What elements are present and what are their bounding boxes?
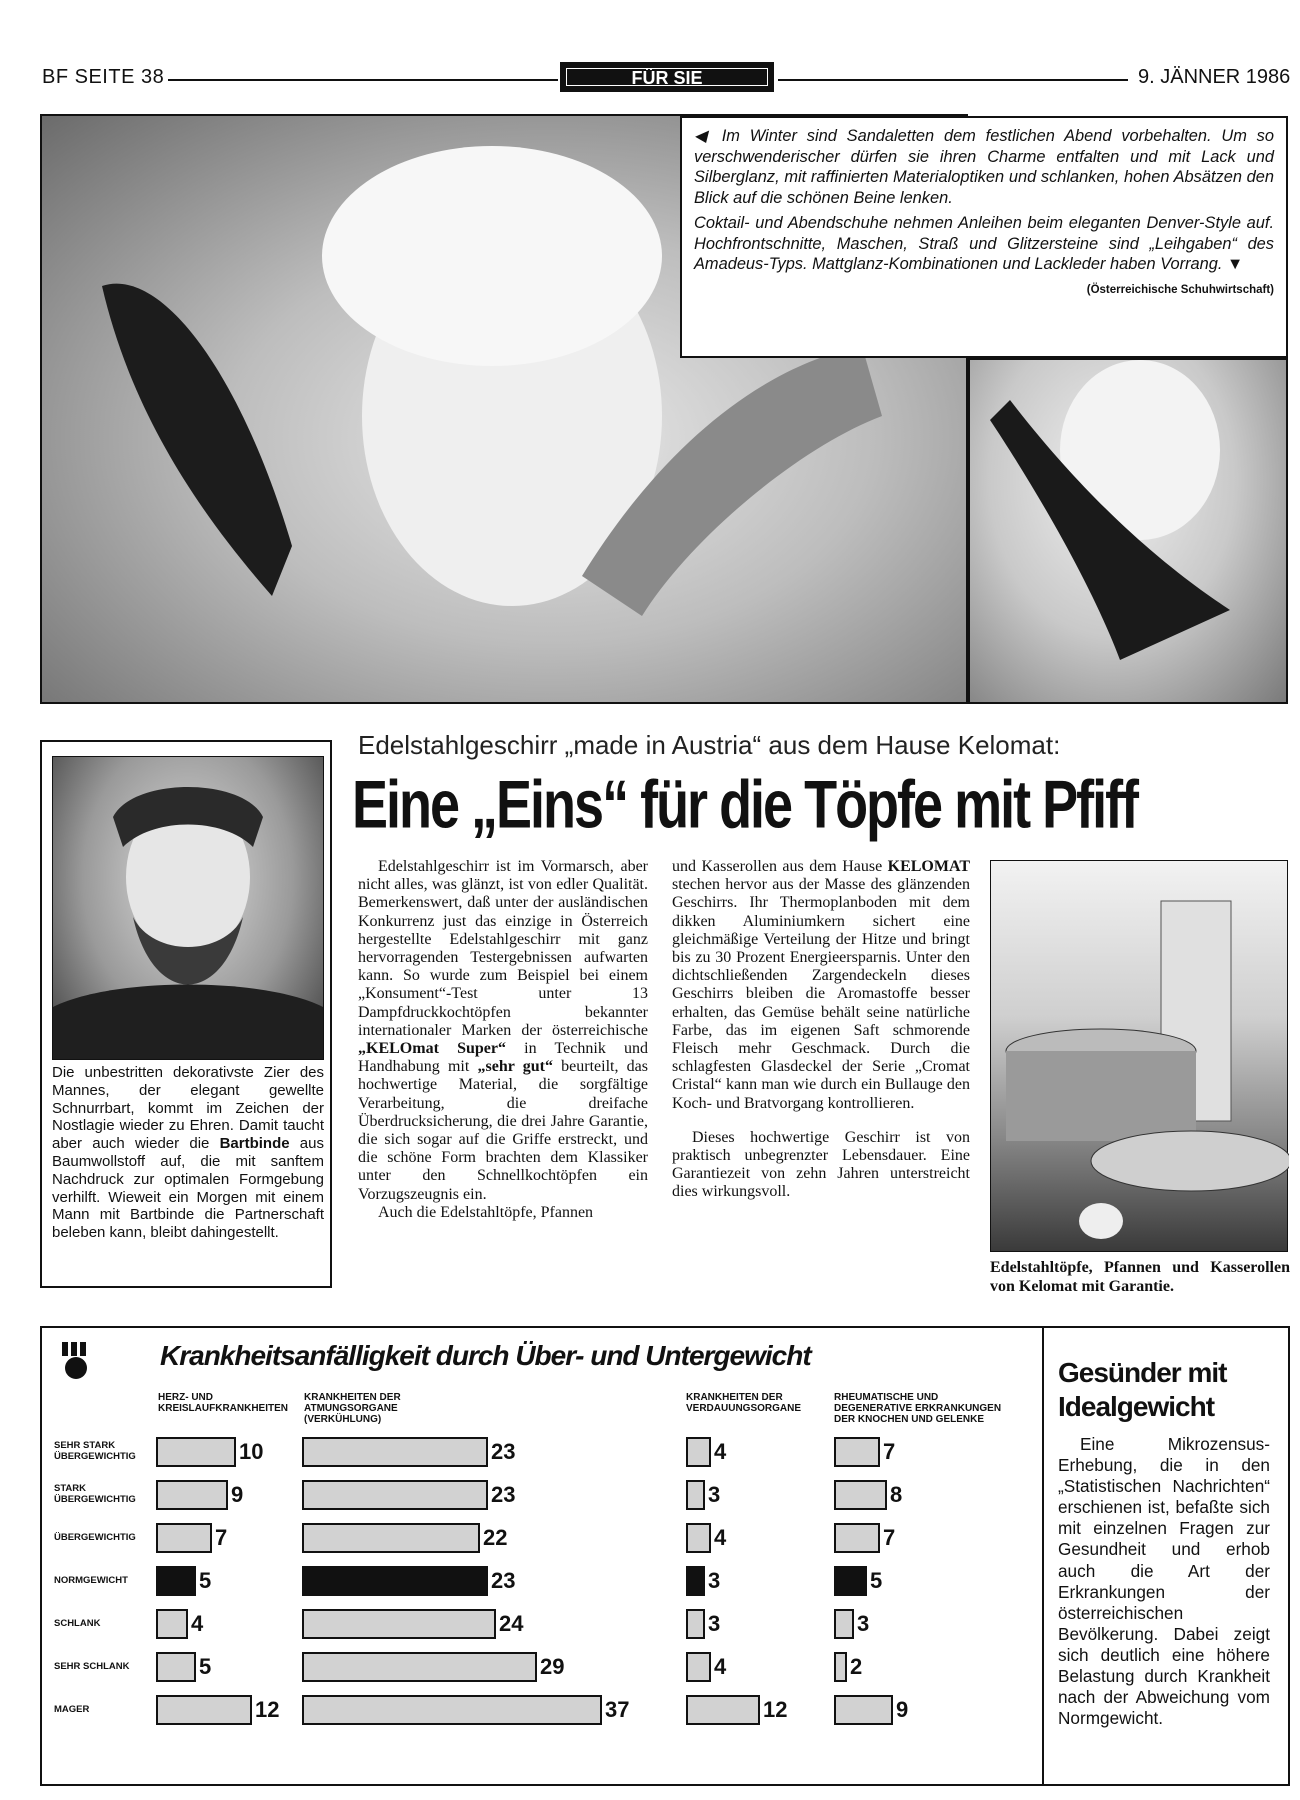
chart-category-label: MAGER — [54, 1704, 90, 1715]
article-para-4: Dieses hochwertige Geschirr ist von praktisch unbegrenzter Lebensdauer. Eine Garantiezeit von zehn Jahren unterstreicht dies wirkungsvoll. — [672, 1128, 970, 1201]
chart-bar — [686, 1652, 711, 1682]
chart-data-label: 12 — [763, 1697, 788, 1722]
chart-data-label: 5 — [870, 1568, 883, 1593]
chart-bar — [834, 1609, 854, 1639]
header-rule-right — [778, 79, 1128, 81]
photo-woman-with-pump — [968, 358, 1288, 704]
shoe-caption-p2: Coktail- und Abendschuhe nehmen Anleihen beim eleganten Denver-Style auf. Hochfrontschnitte, Maschen, Straß und Glitzersteine sind „Leihgaben“ des Amadeus-Typs. Mattglanz-Kombinationen und Lackleder haben Vorrang. ▼ — [694, 214, 1274, 273]
chart-series-label-4: RHEUMATISCHE UND DEGENERATIVE ERKRANKUNGEN DER KNOCHEN UND GELENKE — [834, 1392, 1002, 1425]
chart-data-label: 37 — [605, 1697, 630, 1722]
chart-data-label: 23 — [491, 1482, 516, 1507]
chart-bar — [834, 1652, 847, 1682]
chart-data-label: 2 — [850, 1654, 863, 1679]
chart-category-label: SCHLANK — [54, 1618, 101, 1629]
chart-data-label: 4 — [191, 1611, 204, 1636]
chart-data-label: 29 — [540, 1654, 565, 1679]
chart-bar — [156, 1566, 196, 1596]
chart-data-label: 9 — [231, 1482, 244, 1507]
chart-bar — [834, 1523, 880, 1553]
chart-bar — [156, 1609, 188, 1639]
page-number: BF SEITE 38 — [42, 66, 165, 88]
photo-side-shapes — [970, 360, 1288, 704]
sidebar-title: Gesünder mit Idealgewicht — [1058, 1357, 1227, 1422]
chart-data-label: 4 — [714, 1439, 727, 1464]
chart-title: Krankheitsanfälligkeit durch Über- und Untergewicht — [160, 1340, 811, 1371]
portrait-box — [40, 740, 332, 1288]
chart-data-label: 5 — [199, 1568, 212, 1593]
chart-category-label: SEHR STARK ÜBERGEWICHTIG — [54, 1440, 136, 1462]
chart-category-label: SEHR SCHLANK — [54, 1661, 130, 1672]
portrait-shapes — [53, 757, 323, 1059]
chart-bar — [834, 1566, 867, 1596]
chart-data-label: 24 — [499, 1611, 524, 1636]
cookware-shapes — [991, 861, 1289, 1253]
chart-bar — [302, 1437, 488, 1467]
chart-bar — [834, 1695, 893, 1725]
chart-bar — [156, 1652, 196, 1682]
chart-bar — [686, 1437, 711, 1467]
chart-data-label: 4 — [714, 1525, 727, 1550]
chart-data-label: 8 — [890, 1482, 903, 1507]
chart-bar — [302, 1609, 496, 1639]
chart-category-label: NORMGEWICHT — [54, 1575, 128, 1586]
issue-date: 9. JÄNNER 1986 — [1138, 66, 1291, 88]
statistics-logo-icon — [60, 1340, 96, 1380]
chart-series-label-2: KRANKHEITEN DER ATMUNGSORGANE (VERKÜHLUNG) — [304, 1392, 401, 1425]
chart-bar — [302, 1480, 488, 1510]
article-para-3: und Kasserollen aus dem Hause KELOMAT stechen hervor aus der Masse des glänzenden Geschirrs. Ihr Thermoplanboden mit dem dikken Aluminiumkern sichert eine gleichmäßige Verteilung der Hitze und bringt bis zu 30 Prozent Energieersparnis. Unter den dichtschließenden Zargendeckeln dieses Geschirrs bleiben die Aromastoffe besser erhalten, das Gemüse behält seine natürliche Farbe, das im eigenen Saft schmorende Fleisch mehr Geschmack. Durch die schlagfesten Glasdeckel der Serie „Cromat Cristal“ kann man wie durch ein Bullauge den Koch- und Bratvorgang kontrollieren. — [672, 858, 970, 1112]
chart-bar — [302, 1523, 480, 1553]
header-rule-left — [168, 79, 558, 81]
chart-series-label-3: KRANKHEITEN DER VERDAUUNGSORGANE — [686, 1392, 802, 1414]
chart-data-label: 22 — [483, 1525, 508, 1550]
chart-bar — [686, 1480, 705, 1510]
chart-data-label: 9 — [896, 1697, 909, 1722]
chart-series-label-1: HERZ- UND KREISLAUFKRANKHEITEN — [158, 1392, 288, 1414]
chart-data-label: 23 — [491, 1439, 516, 1464]
chart-data-label: 3 — [708, 1482, 721, 1507]
chart-bar — [156, 1480, 228, 1510]
chart-category-label: ÜBERGEWICHTIG — [54, 1532, 136, 1543]
chart-category-label: STARK ÜBERGEWICHTIG — [54, 1483, 136, 1505]
shoe-caption-source: (Österreichische Schuhwirtschaft) — [1086, 283, 1274, 296]
portrait-caption: Die unbestritten dekorativste Zier des Mannes, der elegant gewellte Schnurrbart, kommt im Zeichen der Nostlagie wieder zu Ehren. Damit taucht aber auch wieder die Bartbinde aus Baumwollstoff auf, die mit sanftem Nachdruck zur optimalen Formgebung verhilft. Wieweit ein Morgen mit einem Mann mit Bartbinde die Partnerschaft beleben kann, bleibt dahingestellt. — [52, 1064, 324, 1242]
section-badge — [560, 62, 774, 92]
chart-bar — [686, 1566, 705, 1596]
chart-data-label: 12 — [255, 1697, 280, 1722]
cookware-caption: Edelstahltöpfe, Pfannen und Kasserollen von Kelomat mit Garantie. — [990, 1259, 1290, 1295]
shoe-caption-p1: ◀ Im Winter sind Sandaletten dem festlichen Abend vorbehalten. Um so verschwenderischer dürfen sie ihren Charme entfalten und mit Lack und Silberglanz, mit raffinierten Materialoptiken und schlanken, hohen Absätzen den Blick auf die schönen Beine lenken. — [694, 127, 1274, 207]
chart-bar — [302, 1566, 488, 1596]
chart-data-label: 3 — [708, 1568, 721, 1593]
chart-bar — [302, 1652, 537, 1682]
chart-bar — [686, 1609, 705, 1639]
photo-cookware — [990, 860, 1288, 1252]
article-column-1 — [358, 858, 648, 1222]
chart-bar — [156, 1437, 236, 1467]
chart-data-label: 3 — [708, 1611, 721, 1636]
chart-bar — [156, 1523, 212, 1553]
article-para-2: Auch die Edelstahltöpfe, Pfannen — [378, 1203, 594, 1221]
chart-data-label: 4 — [714, 1654, 727, 1679]
shoe-caption-box — [680, 116, 1288, 358]
chart-data-label: 10 — [239, 1439, 264, 1464]
sidebar-body: Eine Mikrozensus-Erhebung, die in den „Statistischen Nachrichten“ erschienen ist, befaßte sich mit einzelnen Fragen zur Gesundheit und erhob auch die Art der Erkrankungen der österreichischen Bevölkerung. Dabei zeigt sich deutlich eine höhere Belastung durch Krankheit nach der Abweichung vom Normgewicht. — [1058, 1434, 1270, 1729]
chart-bar — [686, 1523, 711, 1553]
portrait-bearded-man — [52, 756, 324, 1060]
article-column-2 — [672, 858, 970, 1202]
section-label: FÜR SIE — [566, 68, 768, 86]
chart-bar — [686, 1695, 760, 1725]
article-headline: Eine „Eins“ für die Töpfe mit Pfiff — [352, 767, 1138, 843]
chart-bar — [834, 1437, 880, 1467]
chart-data-label: 7 — [883, 1439, 896, 1464]
chart-data-label: 7 — [215, 1525, 228, 1550]
chart-data-label: 7 — [883, 1525, 896, 1550]
chart-data-label: 3 — [857, 1611, 870, 1636]
article-para-1: Edelstahlgeschirr ist im Vormarsch, aber nicht alles, was glänzt, ist von edler Qualität. Bemerkenswert, daß unter der ausländischen Konkurrenz just das einzige in Österreich hergestellte Edelstahlgeschirr mit ganz hervorragenden Testergebnissen aufwarten kann. So wurde zum Beispiel bei einem „Konsument“-Test unter 13 Dampfdruckkochtöpfen bekannter internationaler Marken der österreichische „KELOmat Super“ in Technik und Handhabung mit „sehr gut“ beurteilt, das hochwertige Material, die sorgfältige Verarbeitung, die dreifache Überdrucksicherung, die drei Jahre Garantie, die sich sogar auf die Griffe erstreckt, und die schöne Form brachten dem Klassiker unter den Schnellkochtöpfen ein Vorzugszeugnis ein. — [358, 858, 649, 1203]
chart-bar — [302, 1695, 602, 1725]
article-kicker: Edelstahlgeschirr „made in Austria“ aus dem Hause Kelomat: — [358, 730, 1061, 760]
chart-bar — [156, 1695, 252, 1725]
chart-bar — [834, 1480, 887, 1510]
chart-data-label: 23 — [491, 1568, 516, 1593]
chart-data-label: 5 — [199, 1654, 212, 1679]
